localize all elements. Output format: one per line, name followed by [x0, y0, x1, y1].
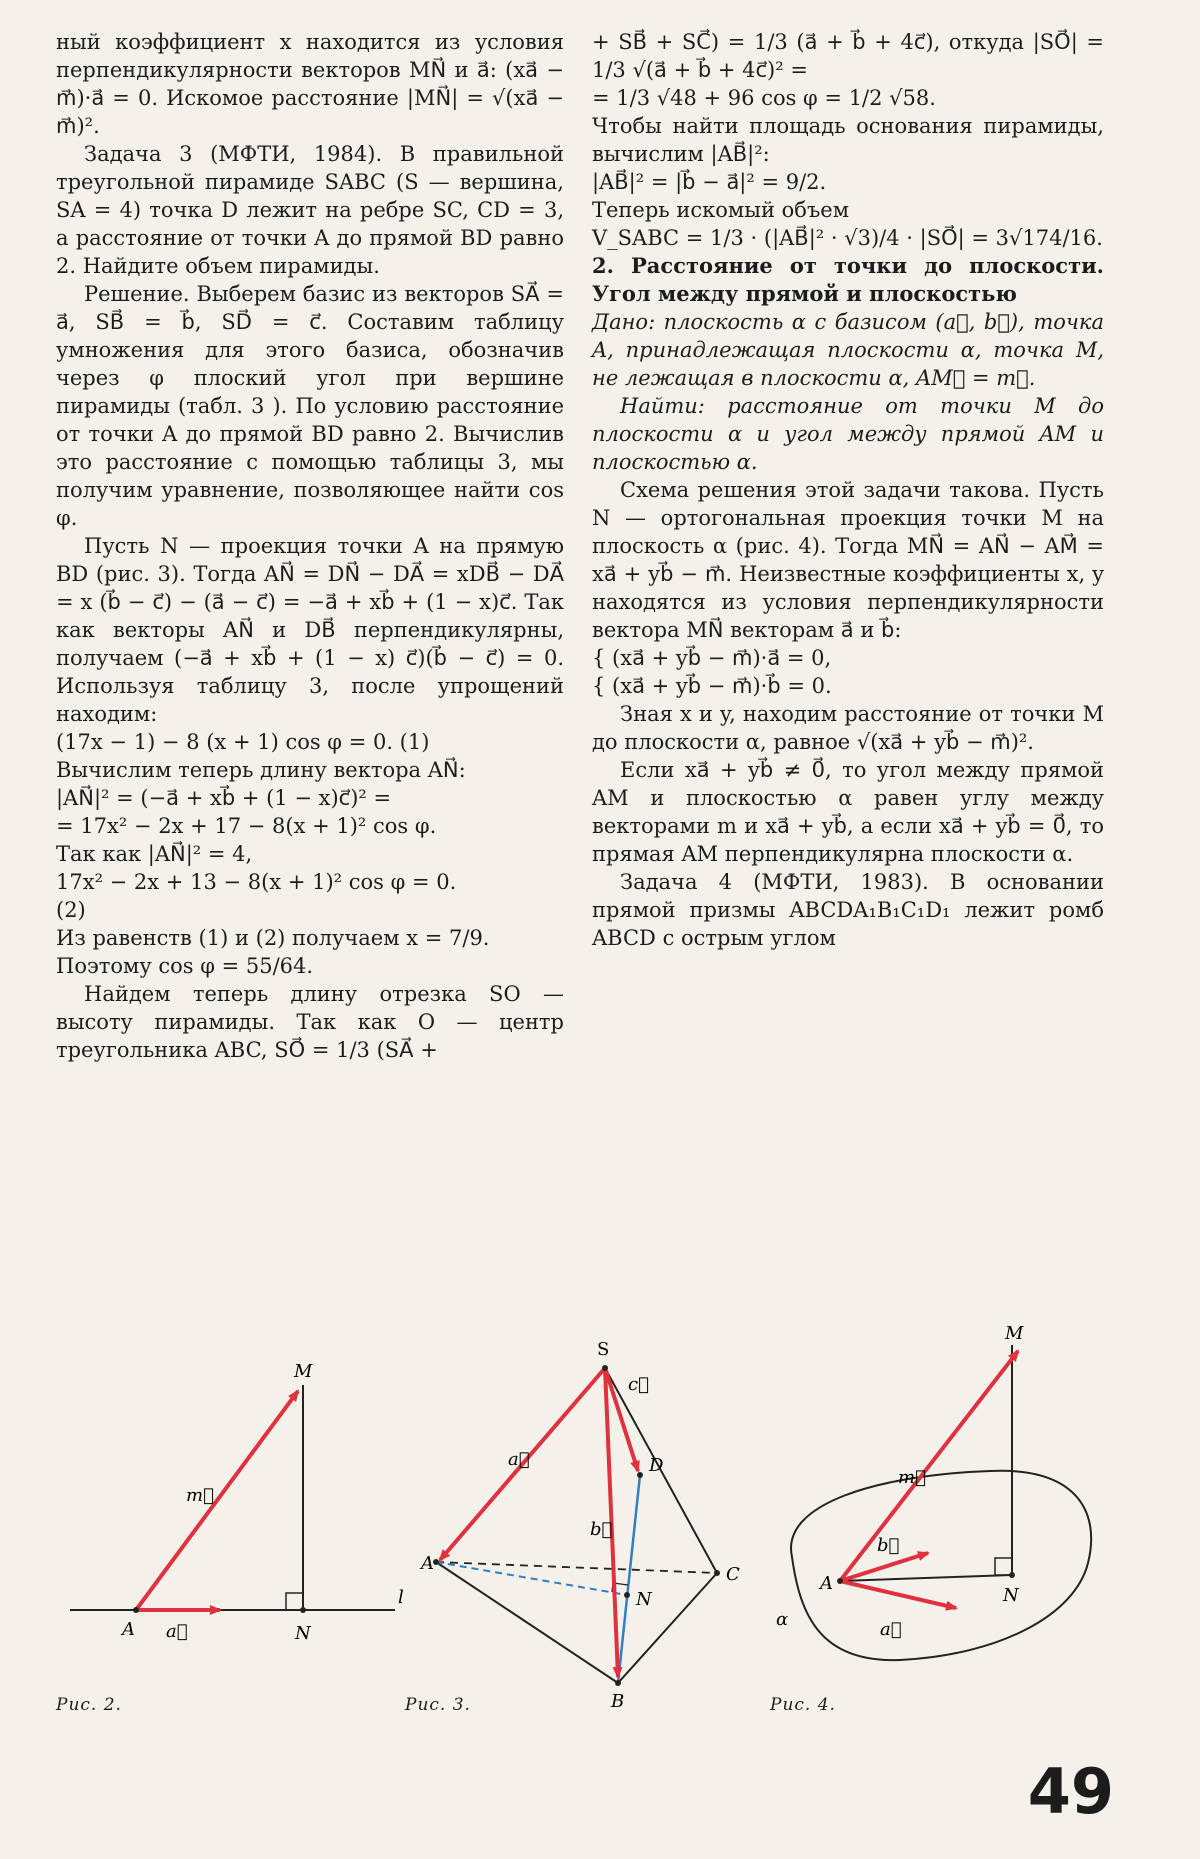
- fig2-right-angle: [286, 1593, 303, 1610]
- fig3-point-S: [602, 1365, 608, 1371]
- fig2-vector-m: [136, 1391, 298, 1610]
- fig3-label-S: S: [597, 1339, 610, 1360]
- fig2-label-m: m⃗: [186, 1485, 214, 1506]
- fig3-point-B: [615, 1680, 621, 1686]
- figure-3: [419, 1339, 740, 1712]
- projection-paragraph: Пусть N — проекция точки A на прямую BD (рис. 3). Тогда AN⃗ = DN⃗ − DA⃗ = xDB⃗ − DA⃗ = x (b⃗ − c⃗) − (a⃗ − c⃗) = −a⃗ + xb⃗ + (1 − x)c⃗. Так как векторы AN⃗ и DB⃗ перпендикулярны, получаем (−a⃗ + xb⃗ + (1 − x) c⃗)(b⃗ − c⃗) = 0. Используя таблицу 3, после упрощений находим:: [56, 534, 564, 726]
- fig3-label-C: C: [726, 1564, 740, 1585]
- fig4-label-a: a⃗: [880, 1619, 902, 1640]
- problem-3-statement: Задача 3 (МФТИ, 1984). В правильной треугольной пирамиде SABC (S — вершина, SA = 4) точка D лежит на ребре SC, CD = 3, а расстояние от точки A до прямой BD равно 2. Найдите объем пирамиды.: [56, 142, 564, 278]
- right-column: [592, 28, 1104, 952]
- fig3-point-N: [624, 1592, 630, 1598]
- fig4-vector-m: [840, 1351, 1018, 1581]
- cos-result: Поэтому cos φ = 55/64.: [56, 954, 314, 978]
- figure-2: [70, 1361, 404, 1644]
- system-eq-1: { (xa⃗ + yb⃗ − m⃗)·a⃗ = 0,: [592, 646, 832, 670]
- since-AN-4: Так как |AN⃗|² = 4,: [56, 842, 253, 866]
- fig2-label-N: N: [295, 1623, 311, 1644]
- fig4-plane-alpha: [791, 1471, 1091, 1660]
- fig3-segment-DB: [618, 1475, 640, 1683]
- fig4-point-N: [1009, 1572, 1015, 1578]
- equation-2-number: (2): [56, 898, 86, 922]
- fig2-label-M: M: [294, 1361, 313, 1382]
- fig3-caption: Рис. 3.: [405, 1695, 471, 1715]
- length-AN-eq-2: = 17x² − 2x + 17 − 8(x + 1)² cos φ.: [56, 814, 437, 838]
- fig4-vector-a: [840, 1581, 956, 1608]
- equation-2: 17x² − 2x + 13 − 8(x + 1)² cos φ = 0.: [56, 870, 457, 894]
- fig2-point-N: [300, 1607, 306, 1613]
- fig2-label-a: a⃗: [166, 1621, 188, 1642]
- length-AN-eq-1: |AN⃗|² = (−a⃗ + xb⃗ + (1 − x)c⃗)² =: [56, 786, 392, 810]
- fig4-label-b: b⃗: [877, 1535, 900, 1556]
- fig4-label-A: A: [820, 1573, 833, 1594]
- fig3-label-b: b⃗: [590, 1519, 613, 1540]
- given-text: Дано: плоскость α с базисом (a⃗, b⃗), точка A, принадлежащая плоскости α, точка M, не лежащая в плоскости α, AM⃗ = m⃗.: [592, 310, 1104, 390]
- find-text: Найти: расстояние от точки M до плоскости α и угол между прямой AM и плоскостью α.: [592, 394, 1104, 474]
- fig3-label-B: B: [611, 1691, 625, 1712]
- fig4-point-A: [837, 1578, 843, 1584]
- volume-formula: V_SABC = 1/3 · (|AB⃗|² · √3)/4 · |SO⃗| = 3√174/16.: [592, 226, 1103, 250]
- fig3-label-N: N: [636, 1589, 652, 1610]
- fig3-point-D: [637, 1472, 643, 1478]
- AB-squared: |AB⃗|² = |b⃗ − a⃗|² = 9/2.: [592, 170, 827, 194]
- length-AN-text: Вычислим теперь длину вектора AN⃗:: [56, 758, 466, 782]
- fig4-label-alpha: α: [776, 1609, 789, 1630]
- base-area-text: Чтобы найти площадь основания пирамиды, вычислим |AB⃗|²:: [592, 114, 1104, 166]
- right-para-1: + SB⃗ + SC⃗) = 1/3 (a⃗ + b⃗ + 4c⃗), откуда |SO⃗| = 1/3 √(a⃗ + b⃗ + 4c⃗)² =: [592, 30, 1104, 82]
- fig2-label-l: l: [398, 1587, 404, 1608]
- section-2-heading: 2. Расстояние от точки до плоскости. Угол между прямой и плоскостью: [592, 253, 1104, 306]
- fig4-label-m: m⃗: [898, 1467, 926, 1488]
- fig2-label-A: A: [122, 1619, 135, 1640]
- height-SO-paragraph: Найдем теперь длину отрезка SO — высоту пирамиды. Так как O — центр треугольника ABC, SO⃗ = 1/3 (SA⃗ +: [56, 982, 564, 1062]
- problem-4-statement: Задача 4 (МФТИ, 1983). В основании прямой призмы ABCDA₁B₁C₁D₁ лежит ромб ABCD с острым углом: [592, 870, 1104, 950]
- distance-text: Зная x и y, находим расстояние от точки M до плоскости α, равное √(xa⃗ + yb⃗ − m⃗)².: [592, 702, 1104, 754]
- fig3-edge-AB: [436, 1562, 618, 1683]
- fig3-label-c: c⃗: [628, 1374, 649, 1395]
- fig4-segment-AN: [840, 1575, 1012, 1581]
- fig3-edge-BC: [618, 1573, 717, 1683]
- solution-intro: Решение. Выберем базис из векторов SA⃗ = a⃗, SB⃗ = b⃗, SD⃗ = c⃗. Составим таблицу умножения для этого базиса, обозначив через φ плоский угол при вершине пирамиды (табл. 3 ). По условию расстояние от точки A до прямой BD равно 2. Вычислив это расстояние с помощью таблицы 3, мы получим уравнение, позволяющее найти cos φ.: [56, 282, 564, 530]
- fig3-label-a: a⃗: [508, 1449, 530, 1470]
- left-para-1: ный коэффициент x находится из условия перпендикулярности векторов MN⃗ и a⃗: (xa⃗ − m⃗)·a⃗ = 0. Искомое расстояние |MN⃗| = √(xa⃗ − m⃗)².: [56, 30, 564, 138]
- page-number: 49: [1027, 1755, 1114, 1828]
- left-column: [56, 28, 564, 1064]
- fig3-label-D: D: [649, 1455, 664, 1476]
- figures: [0, 1325, 1200, 1725]
- volume-text: Теперь искомый объем: [592, 198, 850, 222]
- fig4-right-angle: [995, 1558, 1012, 1575]
- figure-4: [776, 1325, 1091, 1660]
- system-eq-2: { (xa⃗ + yb⃗ − m⃗)·b⃗ = 0.: [592, 674, 832, 698]
- x-result: Из равенств (1) и (2) получаем x = 7/9.: [56, 926, 490, 950]
- equation-1: (17x − 1) − 8 (x + 1) cos φ = 0. (1): [56, 730, 430, 754]
- fig2-point-A: [133, 1607, 139, 1613]
- fig3-edge-AC-hidden: [436, 1562, 717, 1573]
- fig2-caption: Рис. 2.: [56, 1695, 122, 1715]
- fig3-label-A: A: [421, 1553, 434, 1574]
- scheme-text: Схема решения этой задачи такова. Пусть N — ортогональная проекция точки M на плоскость α (рис. 4). Тогда MN⃗ = AN⃗ − AM⃗ = xa⃗ + yb⃗ − m⃗. Неизвестные коэффициенты x, y находятся из условия перпендикулярности вектора MN⃗ векторам a⃗ и b⃗:: [592, 478, 1104, 642]
- fig3-point-C: [714, 1570, 720, 1576]
- fig4-caption: Рис. 4.: [770, 1695, 836, 1715]
- fig4-label-N: N: [1003, 1585, 1019, 1606]
- angle-text: Если xa⃗ + yb⃗ ≠ 0⃗, то угол между прямой AM и плоскостью α равен углу между векторами m и xa⃗ + yb⃗, а если xa⃗ + yb⃗ = 0⃗, то прямая AM перпендикулярна плоскости α.: [592, 758, 1104, 866]
- SO-result: = 1/3 √48 + 96 cos φ = 1/2 √58.: [592, 86, 936, 110]
- fig4-label-M: M: [1005, 1325, 1024, 1344]
- fig3-segment-AN: [436, 1562, 627, 1595]
